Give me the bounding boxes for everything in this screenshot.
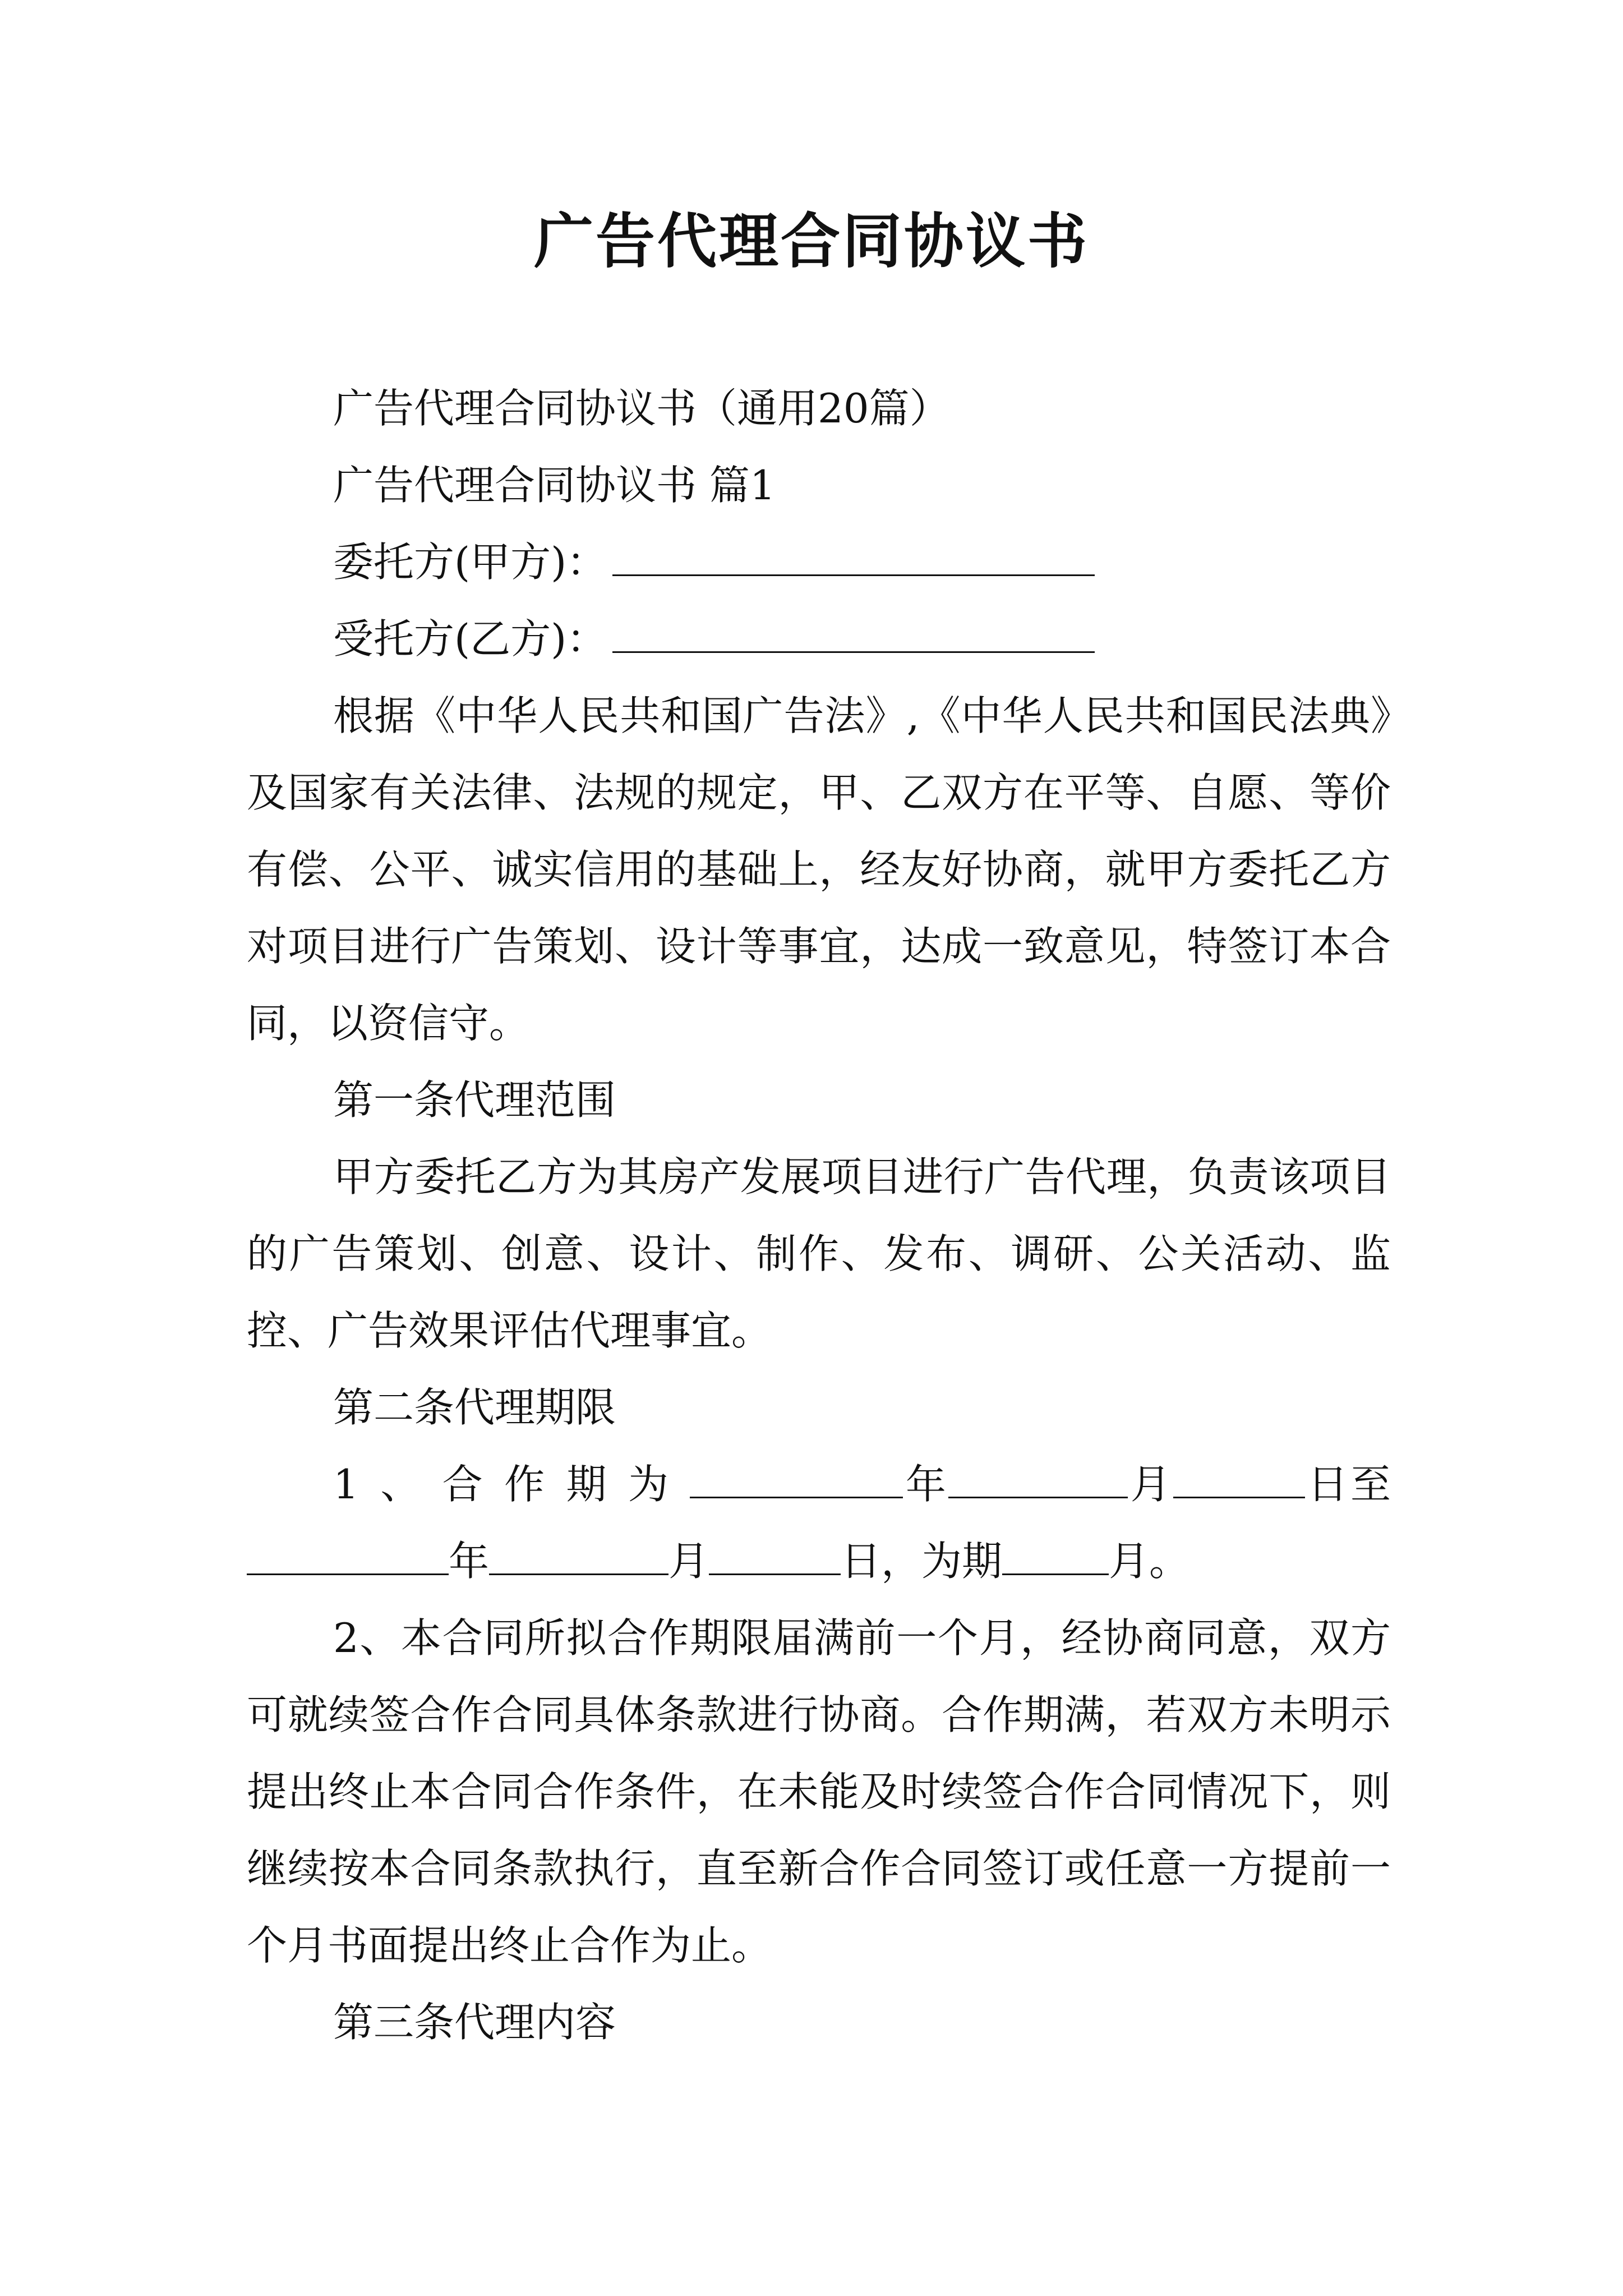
end-year-blank (247, 1538, 449, 1575)
end-month-blank (489, 1538, 668, 1575)
article1-paragraph: 甲方委托乙方为其房产发展项目进行广告代理，负责该项目的广告策划、创意、设计、制作、发布、调研、公关活动、监控、广告效果评估代理事宜。 (247, 1153, 1391, 1354)
preamble-paragraph: 根据《中华人民共和国广告法》,《中华人民共和国民法典》及国家有关法律、法规的规定，甲、乙双方在平等、自愿、等价有偿、公平、诚实信用的基础上，经友好协商，就甲方委托乙方对项目进行广告策划、设计等事宜，达成一致意见，特签订本合同，以资信守。 (247, 692, 1391, 1047)
party-b-line (247, 601, 1391, 678)
document-subtitle: 广告代理合同协议书（通用20篇） (333, 385, 950, 432)
article3-heading: 第三条代理内容 (333, 1999, 616, 2046)
duration-blank (1002, 1538, 1109, 1575)
start-year-blank (690, 1461, 903, 1498)
term-end-label: 月。 (1109, 1538, 1190, 1585)
section-heading: 广告代理合同协议书 篇1 (333, 462, 776, 509)
term-day-to-label: 日至 (1305, 1461, 1391, 1508)
term-year-label: 年 (903, 1461, 949, 1508)
document-title: 广告代理合同协议书 (534, 206, 1089, 276)
article2-item1 (247, 1446, 1391, 1600)
party-b-blank (612, 615, 1095, 653)
start-month-blank (948, 1461, 1128, 1498)
end-day-blank (709, 1538, 841, 1575)
party-b-label: 受托方(乙方)： (333, 615, 607, 662)
party-a-blank (612, 539, 1095, 576)
term-month-label: 月 (1128, 1461, 1174, 1508)
document-body (247, 370, 1391, 2061)
party-a-label: 委托方(甲方)： (333, 539, 607, 586)
term-month2-label: 月 (668, 1538, 709, 1585)
term-prefix: 1、合作期为 (333, 1461, 690, 1508)
article1-heading: 第一条代理范围 (333, 1076, 616, 1124)
term-day2-label: 日，为期 (841, 1538, 1003, 1585)
party-a-line (247, 524, 1391, 601)
term-year2-label: 年 (449, 1538, 490, 1585)
article2-item2: 2、本合同所拟合作期限届满前一个月，经协商同意，双方可就续签合作合同具体条款进行协商。合作期满，若双方未明示提出终止本合同合作条件，在未能及时续签合作合同情况下，则继续按本合同条款执行，直至新合作合同签订或任意一方提前一个月书面提出终止合作为止。 (247, 1614, 1391, 1969)
article2-heading: 第二条代理期限 (333, 1384, 616, 1431)
start-day-blank (1173, 1461, 1305, 1498)
